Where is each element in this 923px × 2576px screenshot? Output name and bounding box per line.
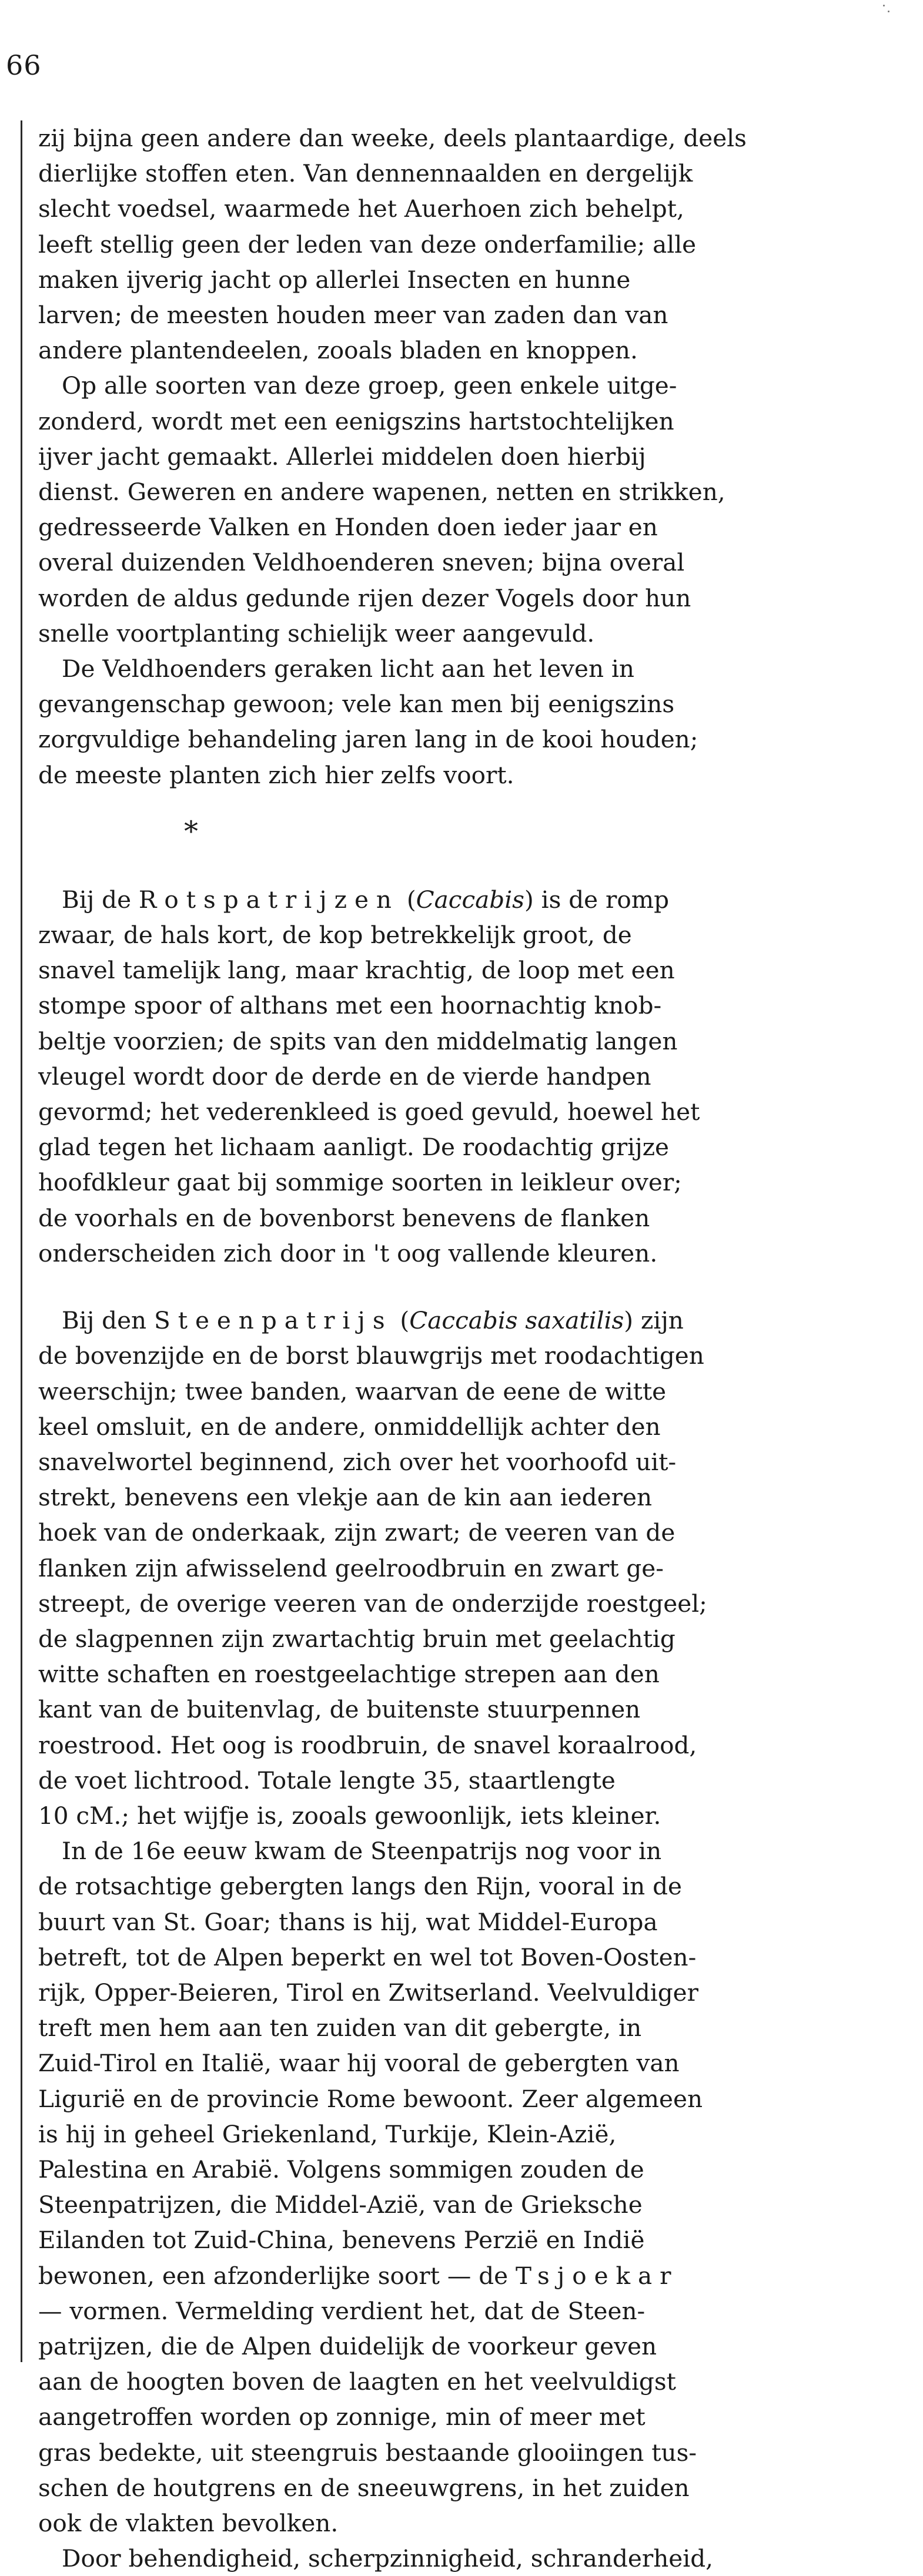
text-line: andere plantendeelen, zooals bladen en knoppen. <box>38 336 638 365</box>
text-line: is hij in geheel Griekenland, Turkije, Klein-Azië, <box>38 2119 617 2148</box>
text-line: keel omsluit, en de andere, onmiddellijk achter den <box>38 1412 661 1441</box>
text-line: aan de hoogten boven de laagten en het veelvuldigst <box>38 2367 676 2396</box>
text-column <box>38 120 776 2576</box>
text-line: Steenpatrijzen, die Middel-Azië, van de Grieksche <box>38 2191 643 2219</box>
text-line: In de 16e eeuw kwam de Steenpatrijs nog voor in <box>62 1837 662 1866</box>
text-line: hoofdkleur gaat bij sommige soorten in leikleur over; <box>38 1168 682 1197</box>
text-line: gedresseerde Valken en Honden doen ieder jaar en <box>38 513 658 542</box>
text-line: Bij de Rotspatrijzen (Caccabis) is de romp <box>62 885 670 914</box>
text-line: witte schaften en roestgeelachtige strepen aan den <box>38 1660 660 1689</box>
text-line: gevormd; het vederenkleed is goed gevuld, hoewel het <box>38 1098 700 1126</box>
text-line: Eilanden tot Zuid-China, benevens Perzië en Indië <box>38 2226 645 2255</box>
text-line: snavel tamelijk lang, maar krachtig, de loop met een <box>38 956 675 985</box>
text-line: gras bedekte, uit steengruis bestaande glooiingen tus- <box>38 2438 697 2467</box>
text-line: Ligurië en de provincie Rome bewoont. Zeer algemeen <box>38 2084 703 2113</box>
spacer <box>38 793 776 814</box>
text-line: flanken zijn afwisselend geelroodbruin en zwart ge- <box>38 1554 664 1582</box>
text-line: overal duizenden Veldhoenderen sneven; bijna overal <box>38 548 685 577</box>
text-line: hoek van de onderkaak, zijn zwart; de veeren van de <box>38 1518 675 1547</box>
text-line: zonderd, wordt met een eenigszins hartstochtelijken <box>38 407 674 435</box>
text-line: de voorhals en de bovenborst benevens de flanken <box>38 1203 650 1232</box>
text-line: dierlijke stoffen eten. Van dennennaalden en dergelijk <box>38 159 693 188</box>
section-separator-asterisk: * <box>184 814 198 848</box>
text-line: Zuid-Tirol en Italië, waar hij vooral de gebergten van <box>38 2049 680 2078</box>
text-line: kant van de buitenvlag, de buitenste stuurpennen <box>38 1695 641 1724</box>
text-line: beltje voorzien; de spits van den middelmatig langen <box>38 1027 678 1055</box>
text-line: buurt van St. Goar; thans is hij, wat Middel-Europa <box>38 1907 658 1936</box>
text-line: snelle voortplanting schielijk weer aangevuld. <box>38 619 595 648</box>
text-line: bewonen, een afzonderlijke soort — de Tsjoekar <box>38 2261 679 2290</box>
paragraph <box>38 120 776 368</box>
text-line: strekt, benevens een vlekje aan de kin aan iederen <box>38 1483 653 1512</box>
text-line: Op alle soorten van deze groep, geen enkele uitge- <box>62 371 677 400</box>
text-line: Door behendigheid, scherpzinnigheid, schranderheid, <box>62 2544 713 2573</box>
text-line: dienst. Geweren en andere wapenen, netten en strikken, <box>38 478 725 507</box>
text-line: schen de houtgrens en de sneeuwgrens, in het zuiden <box>38 2473 690 2502</box>
text-line: de meeste planten zich hier zelfs voort. <box>38 760 514 789</box>
paragraph <box>38 651 776 793</box>
scan-speck <box>883 5 885 6</box>
text-line: roestrood. Het oog is roodbruin, de snavel koraalrood, <box>38 1730 697 1759</box>
text-line: stompe spoor of althans met een hoornachtig knob- <box>38 991 662 1020</box>
paragraph <box>38 882 776 1271</box>
text-line: aangetroffen worden op zonnige, min of meer met <box>38 2403 646 2431</box>
text-line: betreft, tot de Alpen beperkt en wel tot Boven-Oosten- <box>38 1943 697 1971</box>
text-line: streept, de overige veeren van de onderzijde roestgeel; <box>38 1589 707 1618</box>
text-line: De Veldhoenders geraken licht aan het leven in <box>62 655 635 683</box>
text-line: de slagpennen zijn zwartachtig bruin met geelachtig <box>38 1624 675 1653</box>
text-line: de bovenzijde en de borst blauwgrijs met roodachtigen <box>38 1341 704 1370</box>
text-line: zij bijna geen andere dan weeke, deels plantaardige, deels <box>38 124 747 152</box>
paragraph <box>38 2541 776 2576</box>
text-line: de rotsachtige gebergten langs den Rijn, vooral in de <box>38 1872 682 1901</box>
text-line: patrijzen, die de Alpen duidelijk de voorkeur geven <box>38 2332 657 2360</box>
paragraph <box>38 1303 776 1833</box>
text-line: gevangenschap gewoon; vele kan men bij eenigszins <box>38 690 675 719</box>
text-line: slecht voedsel, waarmede het Auerhoen zich behelpt, <box>38 194 684 223</box>
text-line: leeft stellig geen der leden van deze onderfamilie; alle <box>38 230 697 259</box>
text-line: larven; de meesten houden meer van zaden dan van <box>38 301 668 330</box>
spacer <box>38 849 776 882</box>
text-line: zorgvuldige behandeling jaren lang in de kooi houden; <box>38 725 698 754</box>
text-line: onderscheiden zich door in 't oog vallende kleuren. <box>38 1239 658 1267</box>
text-line: — vormen. Vermelding verdient het, dat de Steen- <box>38 2296 646 2325</box>
spacer <box>38 1271 776 1303</box>
text-line: ijver jacht gemaakt. Allerlei middelen doen hierbij <box>38 442 646 471</box>
text-line: 10 cM.; het wijfje is, zooals gewoonlijk, iets kleiner. <box>38 1801 661 1830</box>
text-line: vleugel wordt door de derde en de vierde handpen <box>38 1062 651 1091</box>
column-rule <box>21 120 22 2362</box>
text-line: ook de vlakten bevolken. <box>38 2509 339 2537</box>
text-line: weerschijn; twee banden, waarvan de eene de witte <box>38 1377 667 1406</box>
page-number: 66 <box>6 49 42 81</box>
paragraph <box>38 1833 776 2541</box>
text-line: glad tegen het lichaam aanligt. De roodachtig grijze <box>38 1133 669 1162</box>
paragraph <box>38 368 776 651</box>
text-line: zwaar, de hals kort, de kop betrekkelijk groot, de <box>38 921 632 950</box>
text-line: worden de aldus gedunde rijen dezer Vogels door hun <box>38 583 691 612</box>
text-line: Palestina en Arabië. Volgens sommigen zouden de <box>38 2155 644 2183</box>
text-line: treft men hem aan ten zuiden van dit gebergte, in <box>38 2014 642 2042</box>
text-line: rijk, Opper-Beieren, Tirol en Zwitserland. Veelvuldiger <box>38 1978 698 2007</box>
text-line: de voet lichtrood. Totale lengte 35, staartlengte <box>38 1766 616 1795</box>
text-line: maken ijverig jacht op allerlei Insecten en hunne <box>38 265 631 294</box>
text-line: Bij den Steenpatrijs (Caccabis saxatilis) zijn <box>62 1306 684 1335</box>
scan-speck <box>888 11 889 12</box>
text-line: snavelwortel beginnend, zich over het voorhoofd uit- <box>38 1447 677 1476</box>
